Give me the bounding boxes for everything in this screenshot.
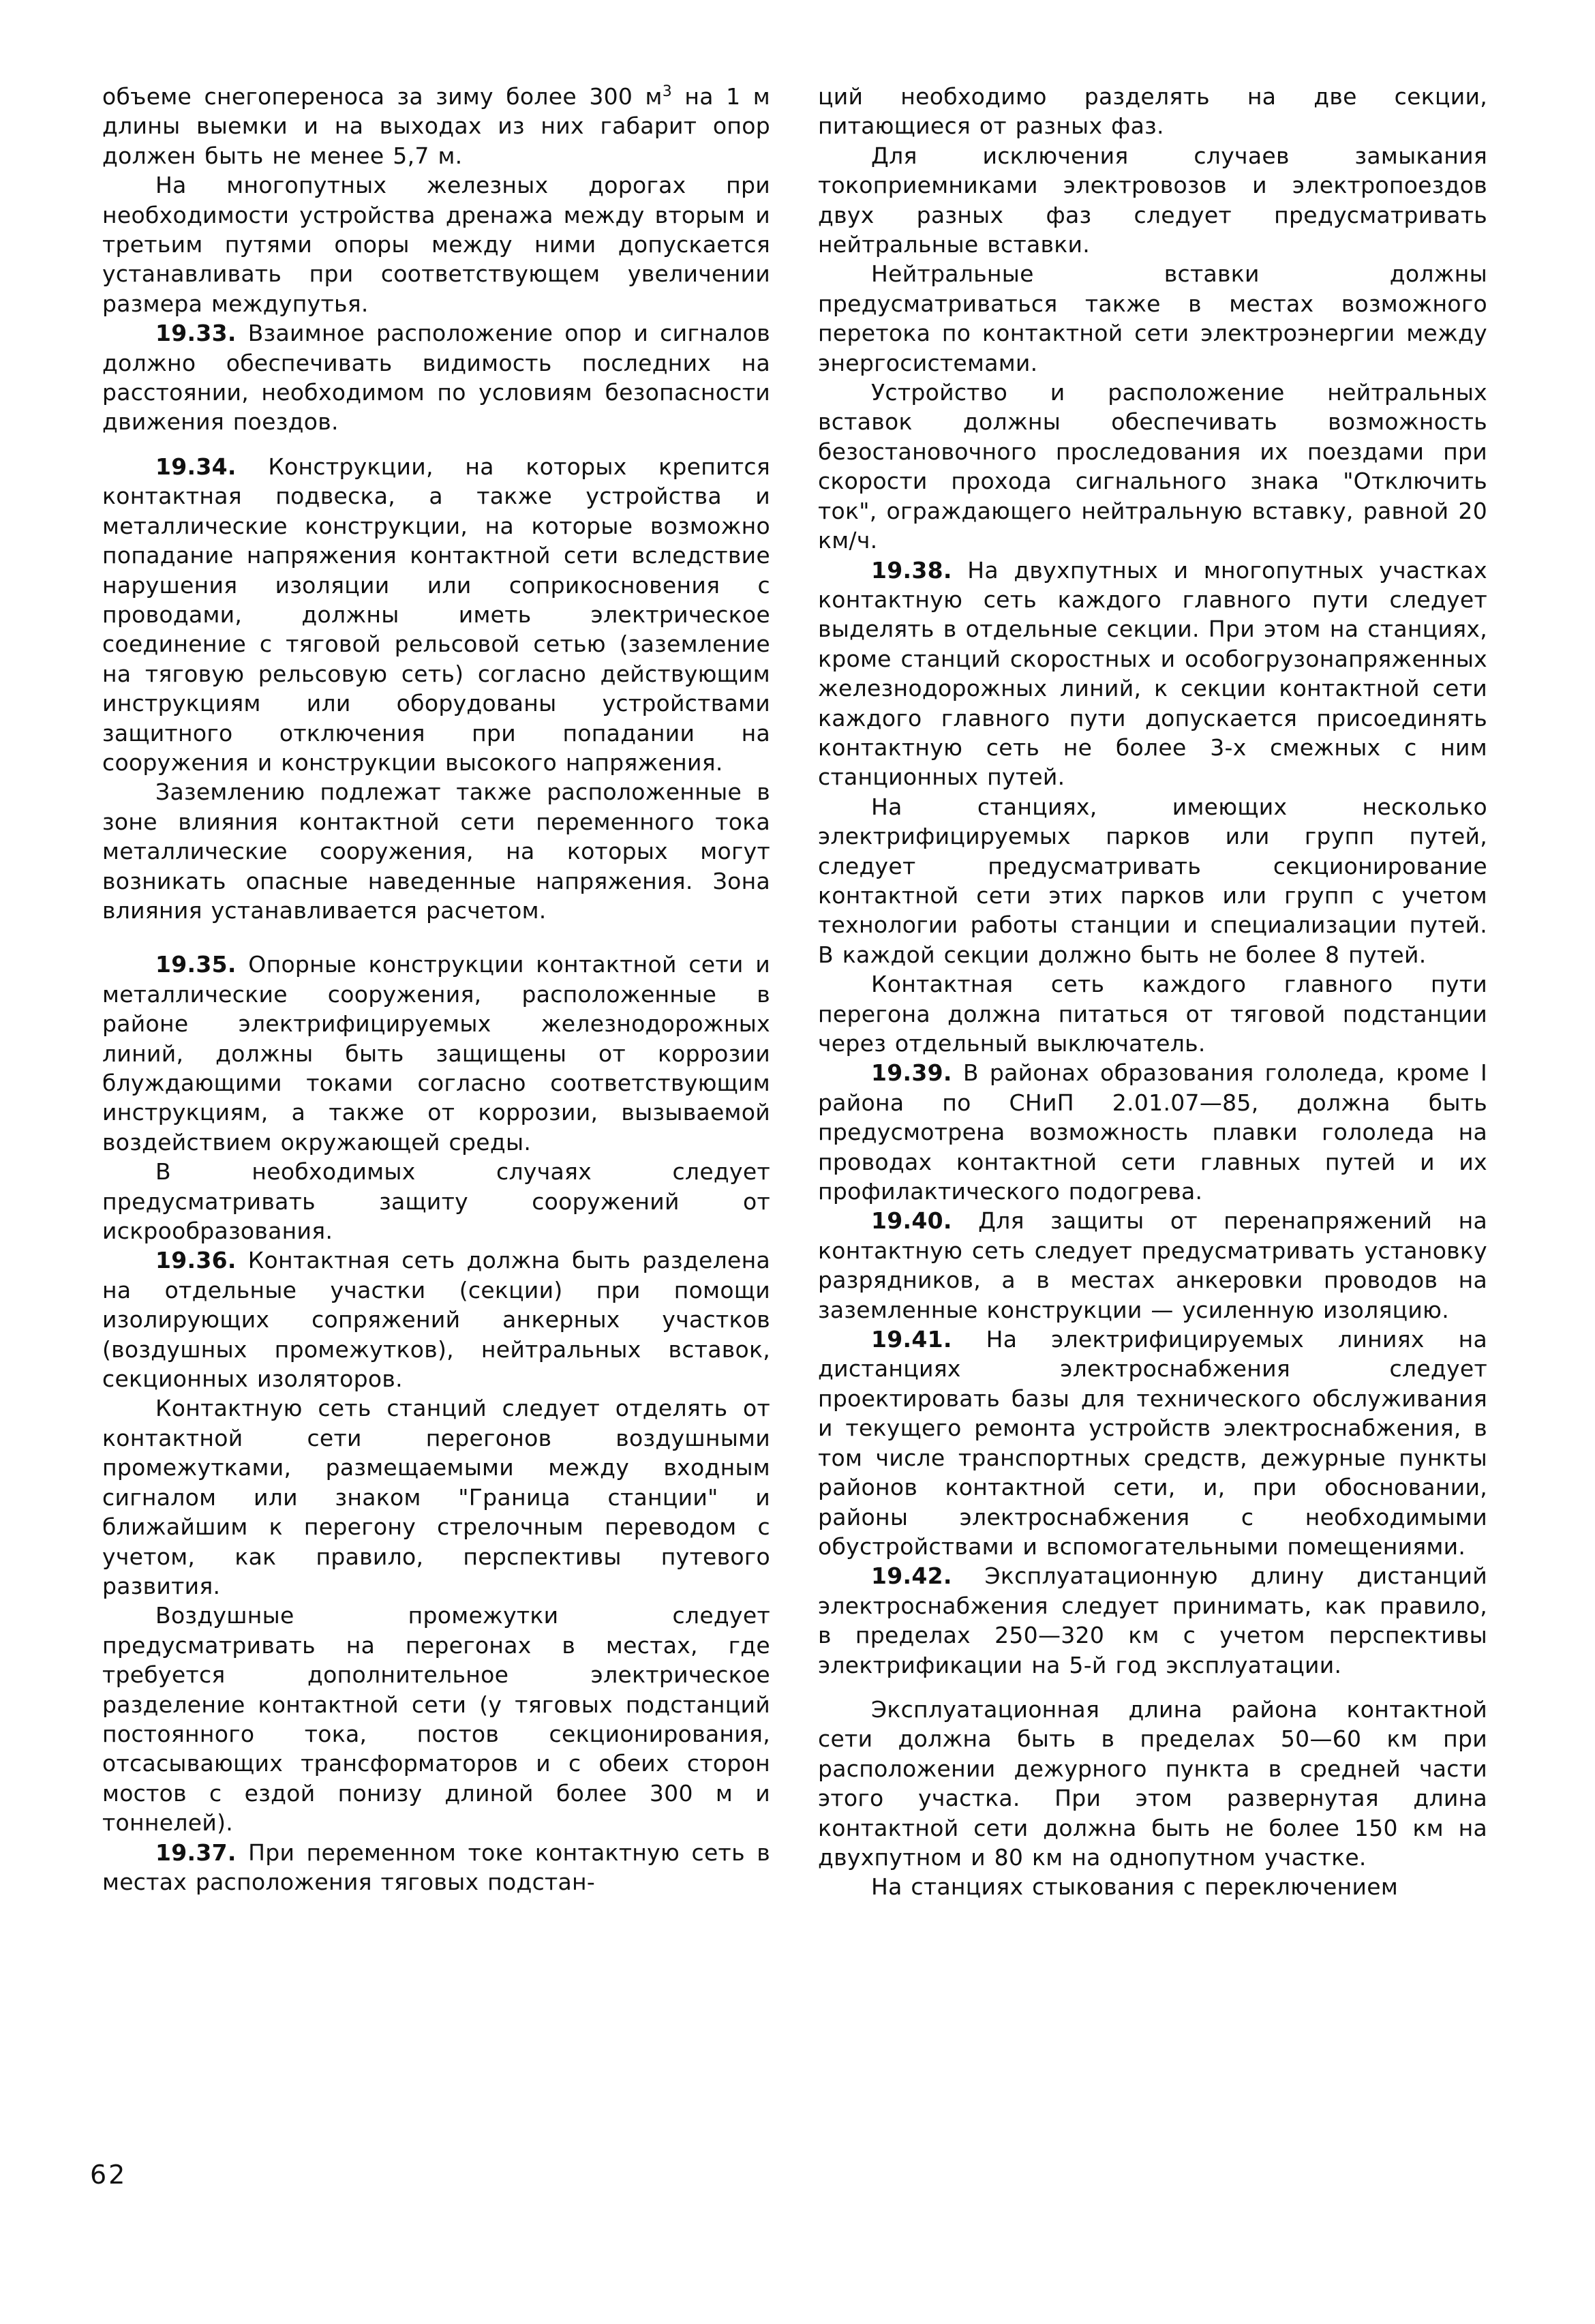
paragraph-continued: ций необходимо разделять на две секции, питающиеся от разных фаз. [818,83,1487,140]
left-column [102,82,770,1897]
section-19-40: 19.40. Для защиты от перенапряжений на контактную сеть следует предусматривать установку разрядников, а в местах анкеровки проводов на заземленные конструкции — усиленную изоляцию. [818,1207,1487,1323]
section-number: 19.39. [871,1059,952,1087]
section-19-33: 19.33. Взаимное расположение опор и сигналов должно обеспечивать видимость последних на расстоянии, необходимом по условиям безопасности движения поездов. [102,320,770,436]
paragraph-station-network: Контактную сеть станций следует отделять от контактной сети перегонов воздушными промежутками, размещаемыми между входным сигналом или знаком "Граница станции" и ближайшим к перегону стрелочным переводом с учетом, как правило, перспективы путевого развития. [102,1395,770,1599]
right-column [818,82,1487,1902]
section-number: 19.37. [155,1839,237,1866]
section-number: 19.40. [871,1207,952,1235]
paragraph-neutral-passage: Устройство и расположение нейтральных вставок должны обеспечивать возможность безостановочного проследования их поездами при скорости прохода сигнального знака "Отключить ток", ограждающего нейтральную вставку, равной 20 км/ч. [818,379,1487,554]
section-number: 19.41. [871,1326,952,1353]
paragraph-junction-stations: На станциях стыкования с переключением [871,1873,1399,1901]
page-number: 62 [90,2160,127,2190]
paragraph-parks: На станциях, имеющих несколько электрифицируемых парков или групп путей, следует предусматривать секционирование контактной сети этих парков или групп с учетом технологии работы станции и специализации путей. В каждой секции должно быть не более 8 путей. [818,793,1487,968]
paragraph-snow-volume: объеме снегопереноса за зиму более 300 $м^3$ на 1 м длины выемки и на выходах из них габарит опор должен быть не менее 5,7 м. [102,83,770,169]
section-19-34: 19.34. Конструкции, на которых крепится контактная подвеска, а также устройства и металлические конструкции, на которые возможно попадание напряжения контактной сети вследствие нарушения изоляции или соприкосновения с проводами, должны иметь электрическое соединение с тяговой рельсовой сетью (заземление на тяговую рельсовую сеть) согласно действующим инструкциям или оборудованы устройствами защитного отключения при попадании на сооружения и конструкции высокого напряжения. [102,453,770,776]
section-number: 19.35. [155,951,237,978]
section-19-38: 19.38. На двухпутных и многопутных участках контактную сеть каждого главного пути следует выделять в отдельные секции. При этом на станциях, кроме станций скоростных и особогрузонапряженных железнодорожных линий, к секции контактной сети каждого главного пути допускается присоединять контактную сеть не более 3-х смежных с ним станционных путей. [818,556,1487,791]
paragraph-district-length: Эксплуатационная длина района контактной сети должна быть в пределах 50—60 км при расположении дежурного пункта в средней части этого участка. При этом развернутая длина контактной сети должна быть не более 150 км на двухпутном и 80 км на однопутном участке. [818,1695,1487,1871]
paragraph-multitrack: На многопутных железных дорогах при необходимости устройства дренажа между вторым и третьим путями опоры между ними допускается устанавливать при соответствующем увеличении размера междупутья. [102,172,770,317]
paragraph-neutral-inserts: Для исключения случаев замыкания токоприемниками электровозов и электропоездов двух разных фаз следует предусматривать нейтральные вставки. [818,142,1487,258]
section-number: 19.33. [155,320,237,347]
section-19-35: 19.35. Опорные конструкции контактной сети и металлические сооружения, расположенные в районе электрифицируемых железнодорожных линий, должны быть защищены от коррозии блуждающими токами согласно соответствующим инструкциям, а также от коррозии, вызываемой воздействием окружающей среды. [102,951,770,1156]
paragraph-neutral-energy: Нейтральные вставки должны предусматриваться также в местах возможного перетока по контактной сети электроэнергии между энергосистемами. [818,260,1487,376]
section-number: 19.34. [155,453,237,480]
paragraph-main-track: Контактная сеть каждого главного пути перегона должна питаться от тяговой подстанции через отдельный выключатель. [818,971,1487,1057]
section-19-39: 19.39. В районах образования гололеда, кроме I района по СНиП 2.01.07—85, должна быть предусмотрена возможность плавки гололеда на проводах контактной сети главных путей и их профилактического подогрева. [818,1059,1487,1205]
section-19-42: 19.42. Эксплуатационную длину дистанций электроснабжения следует принимать, как правило, в пределах 250—320 км с учетом перспективы электрификации на 5-й год эксплуатации. [818,1563,1487,1678]
section-number: 19.36. [155,1247,237,1274]
superscript-3: 3 [662,83,673,100]
section-19-37: 19.37. При переменном токе контактную сеть в местах расположения тяговых подстан- [102,1839,770,1895]
section-19-41: 19.41. На электрифицируемых линиях на дистанциях электроснабжения следует проектировать базы для технического обслуживания и текущего ремонта устройств электроснабжения, в том числе транспортных средств, дежурные пункты районов контактной сети, и, при обосновании, районы электроснабжения с необходимыми обустройствами и вспомогательными помещениями. [818,1326,1487,1560]
paragraph-grounding: Заземлению подлежат также расположенные в зоне влияния контактной сети переменного тока металлические сооружения, на которых могут возникать опасные наведенные напряжения. Зона влияния устанавливается расчетом. [102,779,770,924]
section-number: 19.42. [871,1563,952,1590]
section-number: 19.38. [871,556,952,584]
paragraph-spark-protection: В необходимых случаях следует предусматривать защиту сооружений от искрообразования. [102,1158,770,1245]
paragraph-air-gaps: Воздушные промежутки следует предусматривать на перегонах в местах, где требуется дополнительное электрическое разделение контактной сети (у тяговых подстанций постоянного тока, постов секционирования, отсасывающих трансформаторов и с обеих сторон мостов с ездой понизу длиной более 300 м и тоннелей). [102,1602,770,1837]
section-19-36: 19.36. Контактная сеть должна быть разделена на отдельные участки (секции) при помощи изолирующих сопряжений анкерных участков (воздушных промежутков), нейтральных вставок, секционных изоляторов. [102,1247,770,1393]
